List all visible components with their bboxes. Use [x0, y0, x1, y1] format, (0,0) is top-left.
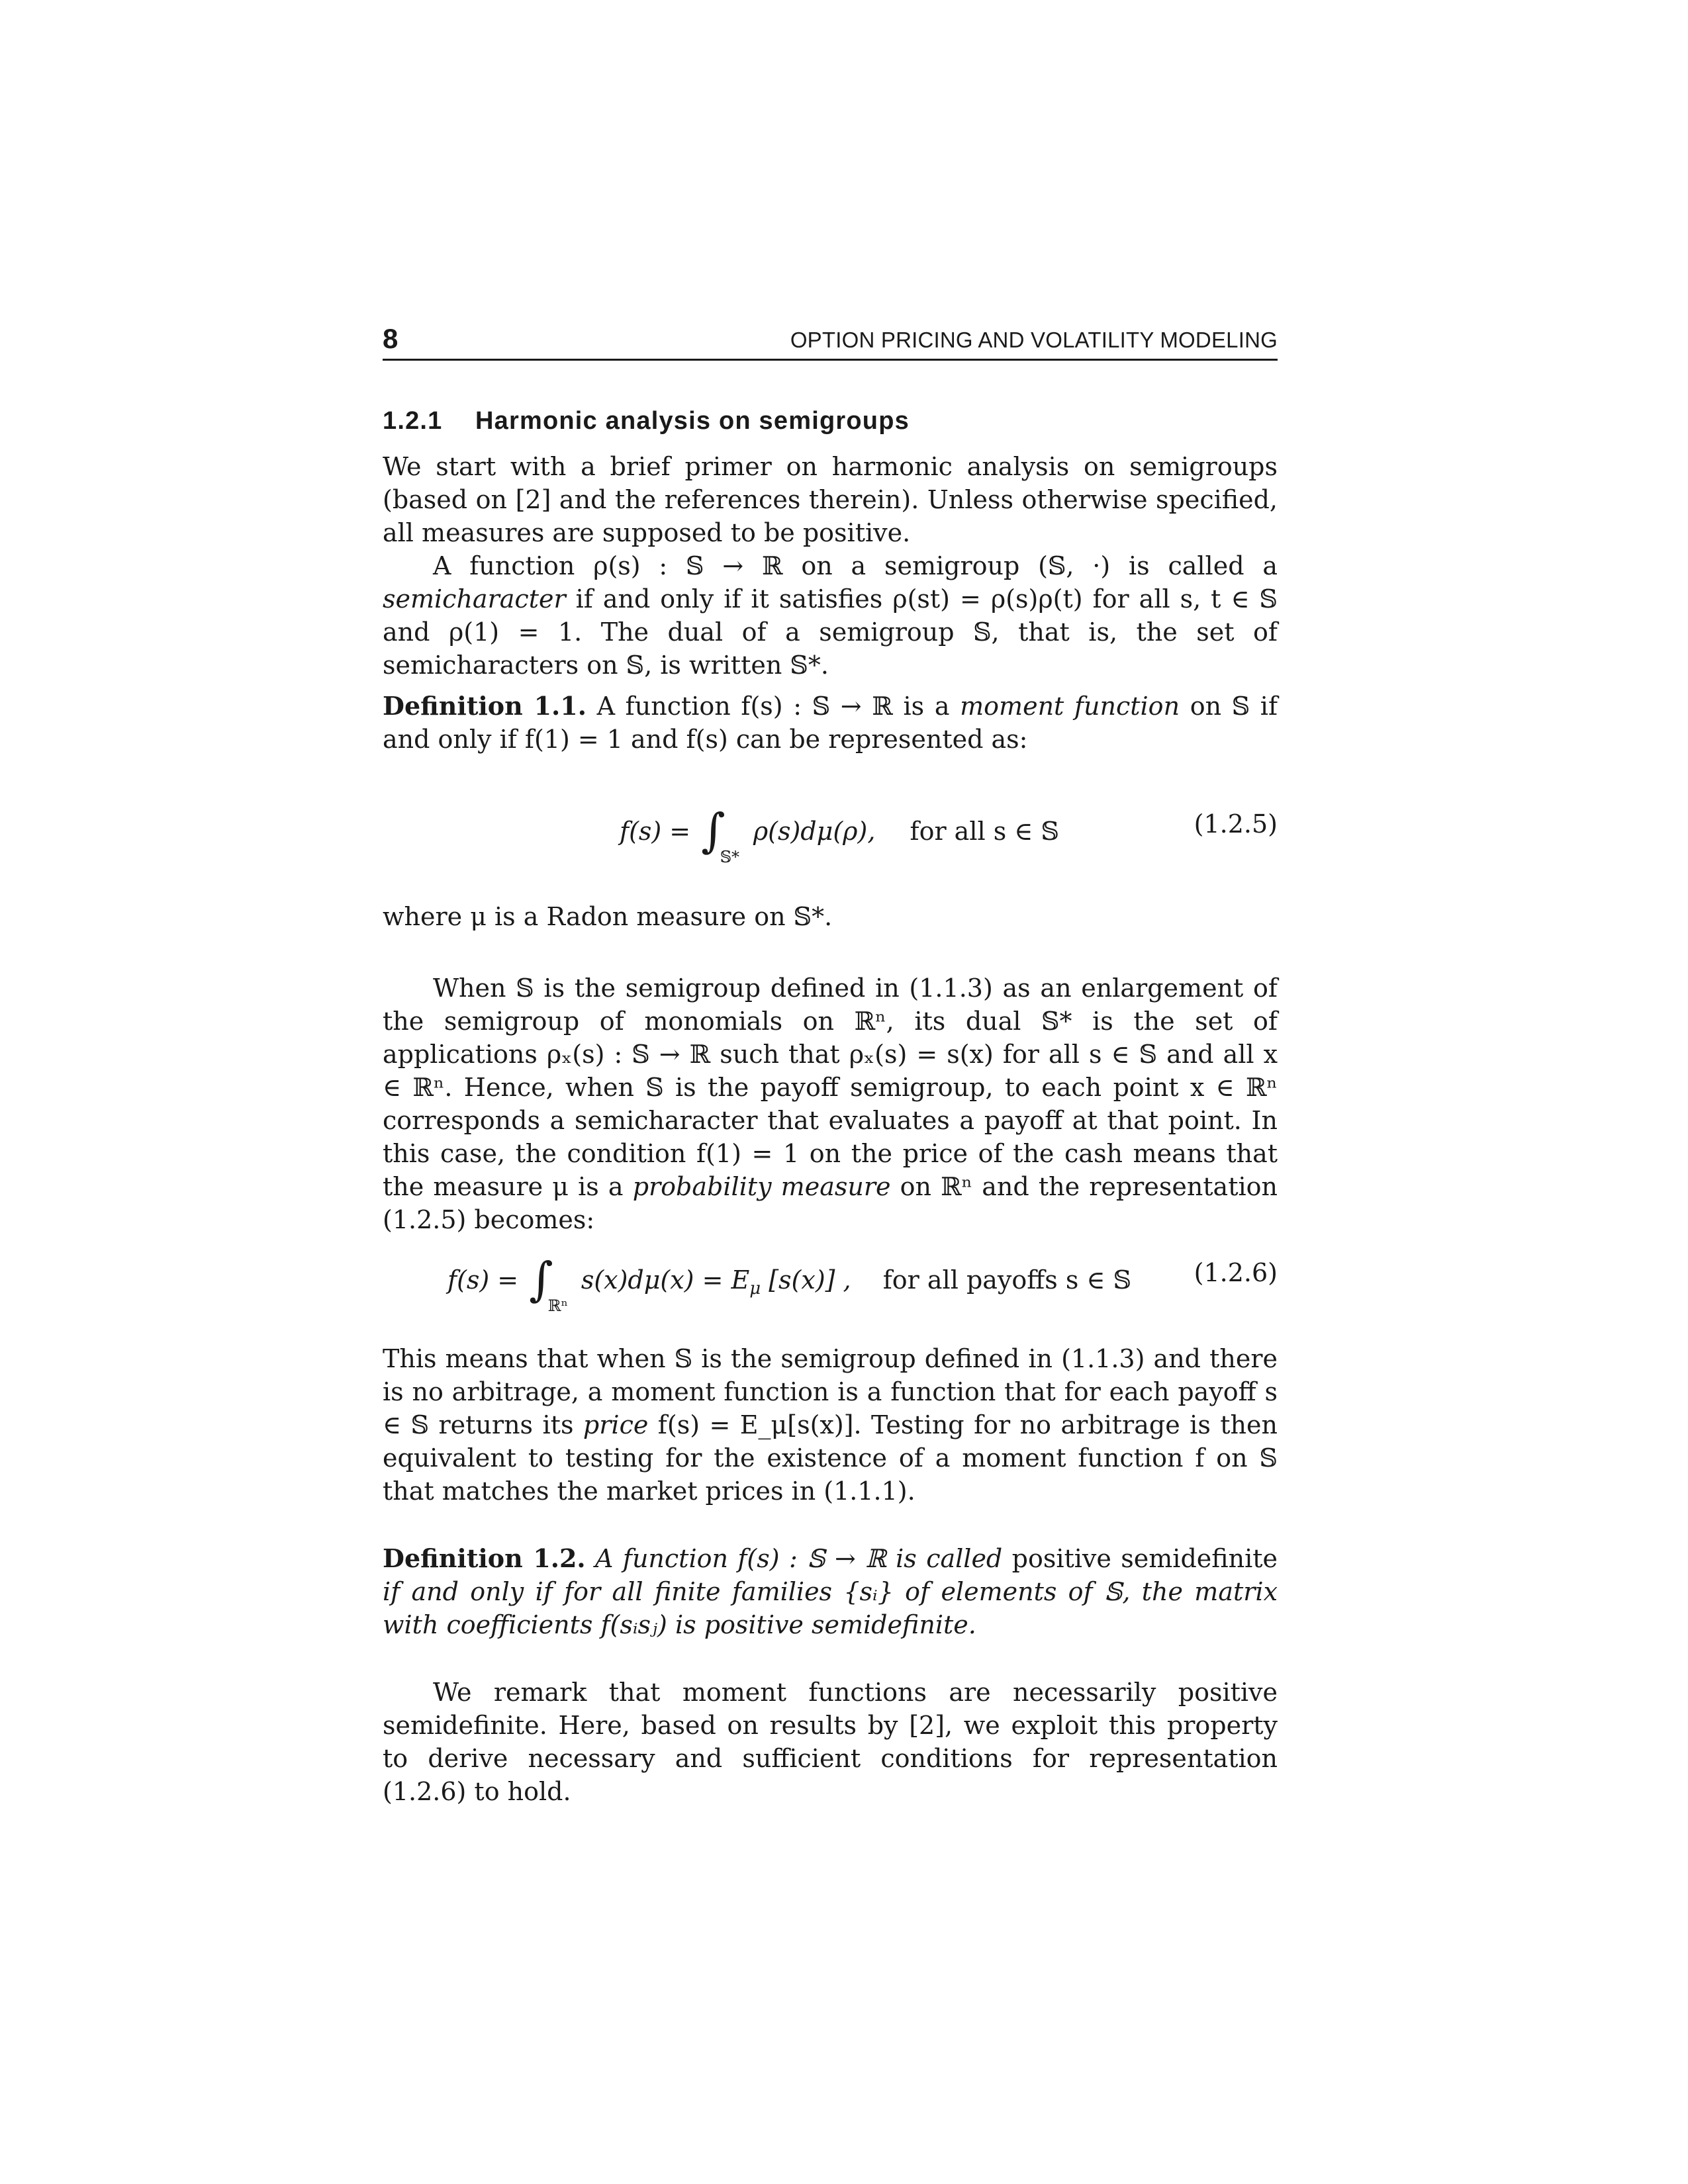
equation-1-2-5-condition: for all s ∈ 𝕊 — [910, 817, 1059, 846]
definition-1-2 — [383, 1542, 1278, 1641]
definition-1-2-term: positive semidefinite — [1011, 1544, 1278, 1573]
section-title: Harmonic analysis on semigroups — [475, 407, 910, 435]
page-number: 8 — [383, 323, 399, 354]
definition-1-1-label: Definition 1.1. — [383, 691, 586, 721]
no-arbitrage-paragraph — [383, 1342, 1278, 1508]
equation-1-2-5-lhs: f(s) = — [620, 817, 691, 846]
integral-sign: ∫ — [529, 1252, 553, 1306]
closing-paragraph — [383, 1676, 1278, 1808]
section-heading — [383, 405, 910, 437]
definition-1-1-text-b: on 𝕊 if and only if f(1) = 1 and f(s) can be represented as: — [383, 692, 1278, 754]
integration-domain: 𝕊* — [720, 848, 740, 866]
equation-1-2-6-body — [447, 1252, 1132, 1315]
probability-measure-term: probability measure — [632, 1172, 891, 1201]
equation-1-2-5-body — [620, 803, 1059, 866]
semicharacter-text-a: A function ρ(s) : 𝕊 → ℝ on a semigroup (𝕊, ·) is called a — [433, 551, 1278, 580]
equation-1-2-6-condition: for all payoffs s ∈ 𝕊 — [882, 1265, 1132, 1295]
definition-1-1-text-a: A function f(s) : 𝕊 → ℝ is a — [586, 692, 961, 721]
integral-sign: ∫ — [701, 803, 726, 858]
definition-1-1 — [383, 690, 1278, 756]
expectation-argument: [s(x)] , — [769, 1265, 851, 1295]
equation-1-2-6 — [383, 1236, 1278, 1316]
payoff-text-a: When 𝕊 is the semigroup defined in (1.1.3) as an enlargement of the semigroup of monomials on ℝⁿ, its dual 𝕊* is the set of applications ρₓ(s) : 𝕊 → ℝ such that ρₓ(s) = s(x) for all s ∈ 𝕊 and all x ∈ ℝⁿ. Hence, when 𝕊 is the payoff semigroup, to each point x ∈ ℝⁿ corresponds a semicharacter that evaluates a payoff at that point. In this case, the condition f(1) = 1 on the price of the cash means that the measure μ is a — [383, 974, 1278, 1201]
definition-1-2-text-a: A function f(s) : 𝕊 → ℝ is called — [585, 1544, 1012, 1573]
intro-text: We start with a brief primer on harmonic analysis on semigroups (based on [2] and the references therein). Unless otherwise specified, all measures are supposed to be positive. — [383, 452, 1278, 547]
expectation-subscript: μ — [749, 1279, 761, 1298]
equation-1-2-6-integrand: s(x)dμ(x) = E — [581, 1265, 750, 1295]
no-arbitrage-text-b: f(s) = E_μ[s(x)]. Testing for no arbitrage is then equivalent to testing for the existence of a moment function f on 𝕊 that matches the market prices in (1.1.1). — [383, 1410, 1278, 1506]
semicharacter-text-b: if and only if it satisfies ρ(st) = ρ(s)ρ(t) for all s, t ∈ 𝕊 and ρ(1) = 1. The dual of a semigroup 𝕊, that is, the set of semicharacters on 𝕊, is written 𝕊*. — [383, 584, 1278, 680]
definition-1-2-text-b: if and only if for all finite families {sᵢ} of elements of 𝕊, the matrix with coefficients f(sᵢsⱼ) is positive semidefinite. — [383, 1577, 1278, 1639]
equation-1-2-5-integrand: ρ(s)dμ(ρ), — [753, 817, 876, 846]
definition-1-1-term: moment function — [960, 692, 1180, 721]
no-arbitrage-text-a: This means that when 𝕊 is the semigroup defined in (1.1.3) and there is no arbitrage, a moment function is a function that for each payoff s ∈ 𝕊 returns its — [383, 1344, 1278, 1439]
payoff-semigroup-paragraph — [383, 972, 1278, 1236]
payoff-text-b: on ℝⁿ and the representation (1.2.5) becomes: — [383, 1172, 1278, 1234]
equation-number: (1.2.6) — [1194, 1258, 1278, 1287]
where-text: where μ is a Radon measure on 𝕊*. — [383, 902, 833, 931]
intro-paragraph — [383, 450, 1278, 549]
semicharacter-paragraph — [383, 549, 1278, 682]
definition-1-2-label: Definition 1.2. — [383, 1543, 586, 1573]
section-number: 1.2.1 — [383, 407, 443, 435]
equation-1-2-6-lhs: f(s) = — [447, 1265, 519, 1295]
equation-number: (1.2.5) — [1194, 809, 1278, 839]
price-term: price — [583, 1410, 649, 1439]
equation-1-2-5 — [383, 788, 1278, 867]
running-title: OPTION PRICING AND VOLATILITY MODELING — [790, 328, 1278, 352]
closing-text: We remark that moment functions are necessarily positive semidefinite. Here, based on results by [2], we exploit this property to derive necessary and sufficient conditions for representation (1.2.6) to hold. — [383, 1678, 1278, 1806]
running-head — [383, 323, 1278, 361]
where-line — [383, 900, 1278, 933]
semicharacter-term: semicharacter — [383, 584, 566, 614]
page — [383, 0, 1278, 2184]
integration-domain: ℝⁿ — [547, 1297, 569, 1315]
